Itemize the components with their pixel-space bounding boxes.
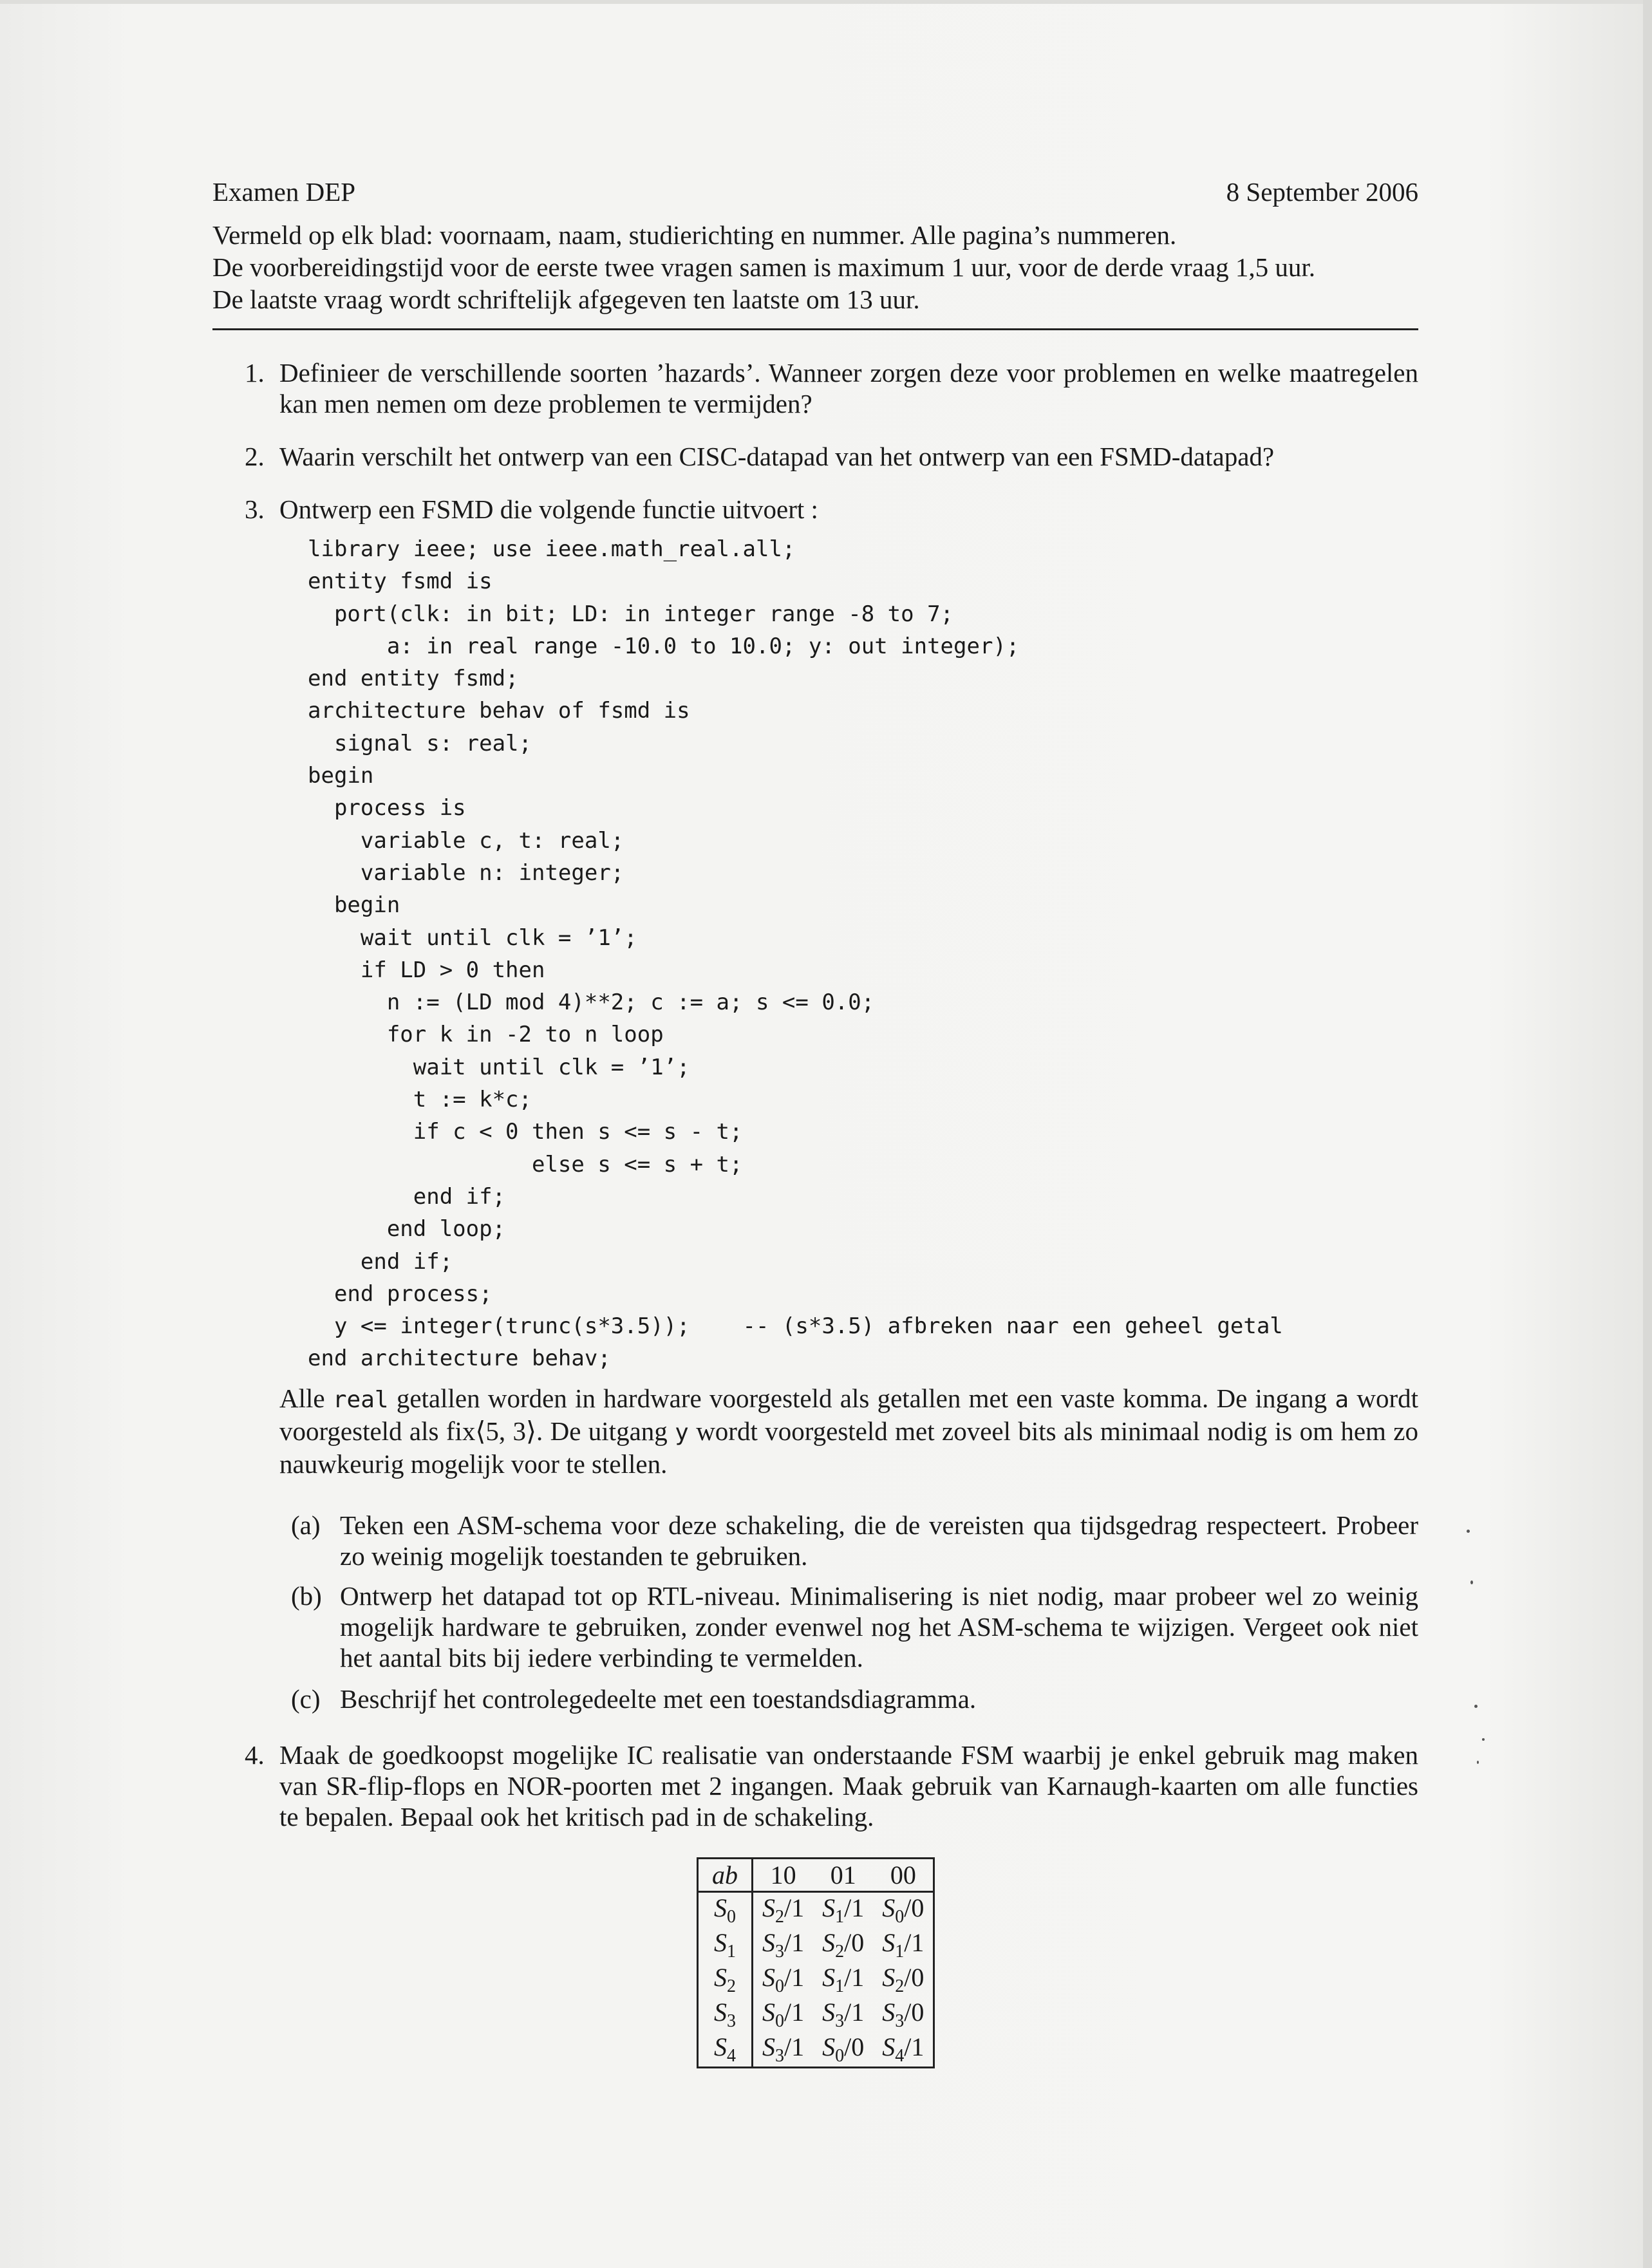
instruction-line: De voorbereidingstijd voor de eerste twee vragen samen is maximum 1 uur, voor de derde vraag 1,5 uur. — [212, 252, 1316, 282]
subquestion-label: (c) — [291, 1684, 321, 1714]
table-row — [698, 2032, 934, 2068]
vhdl-code-listing — [308, 533, 1283, 1375]
code-line: end architecture behav; — [308, 1345, 611, 1372]
code-line: t := k*c; — [308, 1087, 532, 1113]
code-line: if LD > 0 then — [308, 957, 545, 983]
code-line: entity fsmd is — [308, 568, 493, 595]
transition-cell: $S_2/0$ — [822, 1928, 865, 1962]
subquestion-b — [291, 1580, 1418, 1677]
code-line: port(clk: in bit; LD: in integer range -8 to 7; — [308, 601, 954, 627]
question-number: 3. — [245, 494, 265, 524]
keyword-y: y — [675, 1420, 689, 1446]
scan-speck — [1477, 1761, 1479, 1764]
question-1 — [245, 357, 1418, 422]
table-header-cell: 01 — [813, 1859, 873, 1892]
code-line: end if; — [308, 1248, 453, 1275]
state-cell: $S_4$ — [698, 2032, 753, 2068]
instructions — [212, 219, 1418, 315]
code-line: else s <= s + t; — [308, 1151, 743, 1177]
subquestion-a — [291, 1510, 1418, 1574]
header-rule — [212, 328, 1418, 330]
code-line: architecture behav of fsmd is — [308, 698, 690, 724]
code-line: variable n: integer; — [308, 859, 624, 886]
code-line: wait until clk = ’1’; — [308, 1054, 690, 1080]
code-line: variable c, t: real; — [308, 827, 624, 854]
transition-cell: $S_3/1$ — [822, 1998, 865, 2031]
table-header-row — [698, 1859, 934, 1892]
transition-cell: $S_2/1$ — [762, 1893, 805, 1927]
transition-cell: $S_4/1$ — [882, 2032, 925, 2066]
keyword-real: real — [332, 1387, 389, 1413]
code-line: for k in -2 to n loop — [308, 1022, 664, 1048]
transition-cell: $S_3/1$ — [762, 2032, 805, 2066]
table-header-cell: ab — [698, 1859, 753, 1892]
subquestion-label: (b) — [291, 1581, 322, 1611]
transition-cell: $S_0/0$ — [882, 1893, 925, 1927]
scan-speck — [1482, 1738, 1485, 1741]
transition-cell: $S_2/0$ — [882, 1963, 925, 1996]
scan-edge-right — [1643, 0, 1652, 2268]
subquestion-text: Ontwerp het datapad tot op RTL-niveau. Minimalisering is niet nodig, maar probeer wel zo weinig mogelijk hardware te gebruiken, zonder evenwel nog het ASM-schema te wijzigen. Vergeet ook niet het aantal bits bij iedere verbinding te vermelden. — [340, 1581, 1418, 1673]
code-line: begin — [308, 763, 374, 789]
subquestion-c — [291, 1683, 1418, 1716]
code-line: signal s: real; — [308, 730, 532, 756]
question-2 — [245, 441, 1418, 473]
table-row — [698, 1892, 934, 1928]
scan-speck — [1467, 1530, 1470, 1533]
transition-cell: $S_0/1$ — [762, 1998, 805, 2031]
subquestion-text: Beschrijf het controlegedeelte met een toestandsdiagramma. — [340, 1684, 977, 1714]
code-line: end process; — [308, 1280, 493, 1307]
scan-edge-top — [0, 0, 1652, 4]
code-line: begin — [308, 892, 400, 919]
table-row — [698, 1997, 934, 2032]
course-title: Examen DEP — [212, 177, 356, 207]
question-number: 2. — [245, 442, 265, 471]
question-number: 1. — [245, 358, 265, 388]
transition-cell: $S_0/0$ — [822, 2032, 865, 2066]
state-cell: $S_0$ — [698, 1892, 753, 1928]
scan-speck — [1474, 1705, 1478, 1708]
table-row — [698, 1962, 934, 1997]
exam-date: 8 September 2006 — [1226, 177, 1418, 207]
instruction-line: De laatste vraag wordt schriftelijk afgegeven ten laatste om 13 uur. — [212, 285, 920, 314]
question-text: Ontwerp een FSMD die volgende functie uitvoert : — [279, 494, 818, 524]
transition-cell: $S_3/1$ — [762, 1928, 805, 1962]
code-line: wait until clk = ’1’; — [308, 924, 637, 951]
fixed-point-paragraph: Alle real getallen worden in hardware voorgesteld als getallen met een vaste komma. De ingang a wordt voorgesteld als fix⟨5, 3⟩. De uitgang y wordt voorgesteld met zoveel bits als minimaal nodig is om hem zo nauwkeurig mogelijk voor te stellen. — [279, 1383, 1419, 1479]
question-text: Maak de goedkoopst mogelijke IC realisatie van onderstaande FSM waarbij je enkel gebruik mag maken van SR-flip-flops en NOR-poorten met 2 ingangen. Maak gebruik van Karnaugh-kaarten om alle functies te bepalen. Bepaal ook het kritisch pad in de schakeling. — [279, 1740, 1418, 1832]
subquestion-label: (a) — [291, 1510, 321, 1540]
keyword-a: a — [1335, 1387, 1349, 1413]
page-header — [212, 176, 1418, 212]
code-line: end loop; — [308, 1216, 506, 1242]
transition-cell: $S_1/1$ — [822, 1893, 865, 1927]
question-number: 4. — [245, 1740, 265, 1770]
fsm-state-table — [697, 1857, 935, 2068]
transition-cell: $S_3/0$ — [882, 1998, 925, 2031]
code-line: process is — [308, 795, 466, 821]
code-line: end if; — [308, 1183, 506, 1210]
question-3 — [245, 494, 1418, 526]
table-header-cell: 10 — [753, 1859, 814, 1892]
code-line: a: in real range -10.0 to 10.0; y: out integer); — [308, 633, 1020, 659]
state-cell: $S_2$ — [698, 1962, 753, 1997]
question-text: Waarin verschilt het ontwerp van een CISC-datapad van het ontwerp van een FSMD-datapad? — [279, 442, 1275, 471]
code-line: n := (LD mod 4)**2; c := a; s <= 0.0; — [308, 989, 875, 1016]
transition-cell: $S_0/1$ — [762, 1963, 805, 1996]
state-cell: $S_1$ — [698, 1927, 753, 1962]
state-cell: $S_3$ — [698, 1997, 753, 2032]
transition-cell: $S_1/1$ — [882, 1928, 925, 1962]
code-line: library ieee; use ieee.math_real.all; — [308, 536, 796, 562]
code-line: y <= integer(trunc(s*3.5)); -- (s*3.5) afbreken naar een geheel getal — [308, 1313, 1283, 1340]
question-4 — [245, 1739, 1418, 1836]
scan-speck — [1470, 1580, 1473, 1584]
subquestion-text: Teken een ASM-schema voor deze schakeling, die de vereisten qua tijdsgedrag respecteert. Probeer zo weinig mogelijk toestanden te gebruiken. — [340, 1510, 1418, 1571]
code-line: if c < 0 then s <= s - t; — [308, 1119, 743, 1145]
table-header-cell: 00 — [873, 1859, 934, 1892]
table-row — [698, 1927, 934, 1962]
transition-cell: $S_1/1$ — [822, 1963, 865, 1996]
question-text: Definieer de verschillende soorten ’hazards’. Wanneer zorgen deze voor problemen en welke maatregelen kan men nemen om deze problemen te vermijden? — [279, 358, 1418, 418]
code-line: end entity fsmd; — [308, 666, 519, 692]
instruction-line: Vermeld op elk blad: voornaam, naam, studierichting en nummer. Alle pagina’s nummeren. — [212, 220, 1177, 250]
